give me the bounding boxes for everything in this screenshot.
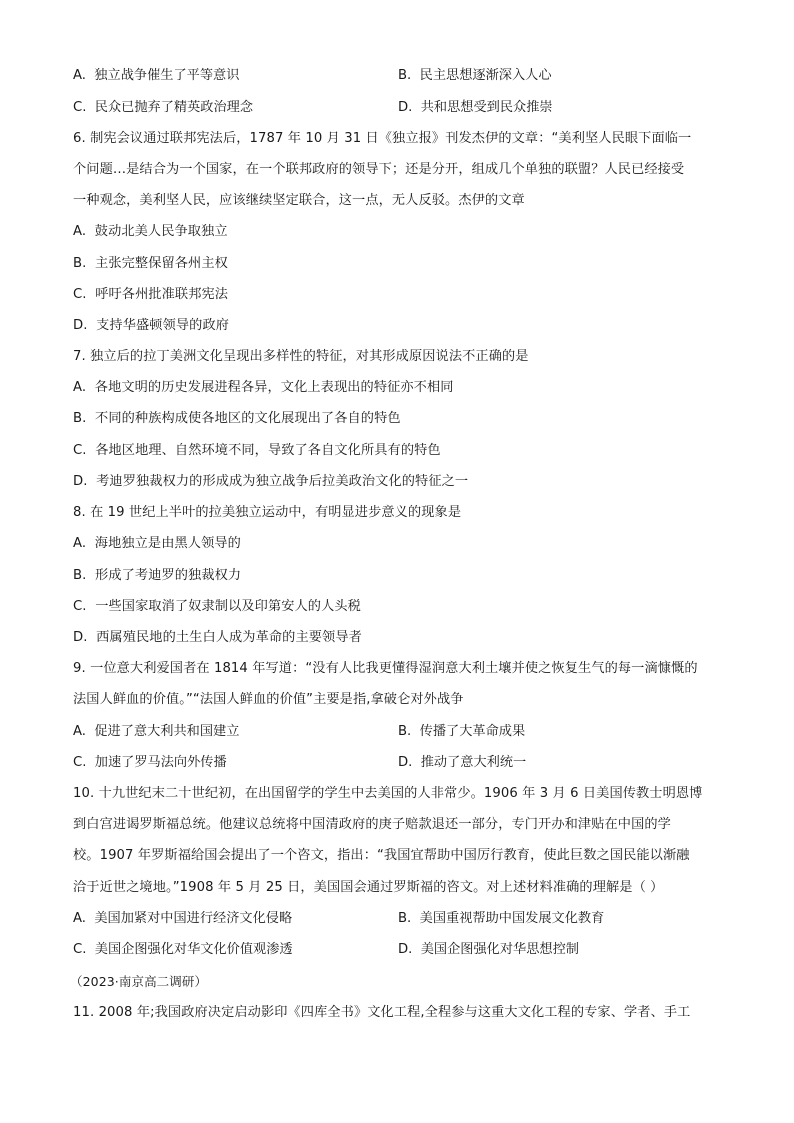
- option-text: 民众已抛弃了精英政治理念: [94, 100, 254, 115]
- q8-option-c[interactable]: [73, 597, 361, 617]
- q8-option-a[interactable]: [73, 534, 241, 554]
- q9-option-c[interactable]: [73, 753, 227, 773]
- option-text: 西属殖民地的土生白人成为革命的主要领导者: [96, 630, 362, 645]
- option-label: D.: [398, 942, 413, 957]
- option-label: B.: [398, 724, 412, 739]
- option-label: C.: [73, 755, 87, 770]
- option-label: D.: [398, 100, 413, 115]
- option-text: 不同的种族构成使各地区的文化展现出了各自的特色: [95, 411, 401, 426]
- option-label: D.: [73, 474, 88, 489]
- q5-option-d[interactable]: [398, 98, 553, 118]
- option-label: A.: [73, 380, 87, 395]
- q5-option-a[interactable]: [73, 66, 239, 86]
- q6-option-a[interactable]: [73, 222, 228, 242]
- q7-stem: 7. 独立后的拉丁美洲文化呈现出多样性的特征，对其形成原因说法不正确的是: [73, 349, 529, 364]
- q6-option-c[interactable]: [73, 285, 228, 305]
- option-text: 呼吁各州批准联邦宪法: [95, 287, 229, 302]
- q9-option-a[interactable]: [73, 722, 239, 742]
- q6-stem-line-2: 个问题…是结合为一个国家，在一个联邦政府的领导下；还是分开，组成几个单独的联盟？人民已经接受: [73, 162, 685, 177]
- option-label: D.: [73, 630, 88, 645]
- q10-stem-line-3: 校。1907 年罗斯福给国会提出了一个咨文，指出：“我国宜帮助中国厉行教育，使此巨数之国民能以渐融: [73, 848, 690, 863]
- option-text: 传播了大革命成果: [419, 724, 526, 739]
- q5-option-b[interactable]: [398, 66, 552, 86]
- q9-option-d[interactable]: [398, 753, 526, 773]
- q8-option-d[interactable]: [73, 628, 362, 648]
- q6-stem-line-1: 6. 制宪会议通过联邦宪法后，1787 年 10 月 31 日《独立报》刊发杰伊的文章：“美利坚人民眼下面临一: [73, 131, 692, 146]
- option-text: 海地独立是由黑人领导的: [94, 536, 241, 551]
- q10-stem-line-2: 到白宫进谒罗斯福总统。他建议总统将中国清政府的庚子赔款退还一部分，专门开办和津贴在中国的学: [73, 817, 671, 832]
- option-label: D.: [73, 318, 88, 333]
- option-label: B.: [73, 411, 87, 426]
- q6-option-d[interactable]: [73, 316, 229, 336]
- q10-option-d[interactable]: [398, 940, 579, 960]
- q10-stem-line-1: 10. 十九世纪末二十世纪初，在出国留学的学生中去美国的人非常少。1906 年 3 月 6 日美国传教士明恩博: [73, 786, 703, 801]
- q10-option-c[interactable]: [73, 940, 293, 960]
- option-label: C.: [73, 100, 87, 115]
- q10-option-a[interactable]: [73, 909, 292, 929]
- option-text: 各地文明的历史发展进程各异，文化上表现出的特征亦不相同: [94, 380, 454, 395]
- option-text: 共和思想受到民众推崇: [420, 100, 553, 115]
- option-label: A.: [73, 224, 87, 239]
- option-label: A.: [73, 68, 86, 83]
- option-label: C.: [73, 287, 87, 302]
- option-text: 美国企图强化对华思想控制: [420, 942, 579, 957]
- q8-option-b[interactable]: [73, 566, 241, 586]
- option-text: 形成了考迪罗的独裁权力: [95, 568, 242, 583]
- q7-option-d[interactable]: [73, 472, 468, 492]
- option-label: A.: [73, 536, 87, 551]
- q10-stem-line-4: 洽于近世之境地。”1908 年 5 月 25 日，美国国会通过罗斯福的咨文。对上述材料准确的理解是（ ）: [73, 880, 664, 895]
- q9-stem-line-1: 9. 一位意大利爱国者在 1814 年写道：“没有人比我更懂得湿润意大利土壤并使之恢复生气的每一滴慷慨的: [73, 661, 698, 676]
- q7-option-a[interactable]: [73, 378, 454, 398]
- q11-stem: 11. 2008 年;我国政府决定启动影印《四库全书》文化工程,全程参与这重大文化工程的专家、学者、手工: [73, 1005, 691, 1020]
- q10-option-b[interactable]: [398, 909, 604, 929]
- option-text: 各地区地理、自然环境不同，导致了各自文化所具有的特色: [95, 443, 441, 458]
- q8-stem: 8. 在 19 世纪上半叶的拉美独立运动中，有明显进步意义的现象是: [73, 505, 462, 520]
- q9-option-b[interactable]: [398, 722, 525, 742]
- q6-option-b[interactable]: [73, 254, 228, 274]
- option-text: 美国企图强化对华文化价值观渗透: [94, 942, 293, 957]
- option-label: B.: [398, 68, 412, 83]
- option-text: 美国加紧对中国进行经济文化侵略: [94, 911, 293, 926]
- option-label: B.: [73, 256, 87, 271]
- option-label: A.: [73, 911, 86, 926]
- option-text: 支持华盛顿领导的政府: [96, 318, 230, 333]
- option-label: D.: [398, 755, 413, 770]
- option-text: 独立战争催生了平等意识: [94, 68, 240, 83]
- q7-option-c[interactable]: [73, 441, 441, 461]
- option-label: B.: [73, 568, 87, 583]
- option-text: 考迪罗独裁权力的形成成为独立战争后拉美政治文化的特征之一: [96, 474, 469, 489]
- q6-stem-line-3: 一种观念，美利坚人民，应该继续坚定联合，这一点，无人反驳。杰伊的文章: [73, 193, 525, 208]
- q9-stem-line-2: 法国人鲜血的价值。”“法国人鲜血的价值”主要是指,拿破仑对外战争: [73, 692, 464, 707]
- option-label: C.: [73, 443, 87, 458]
- option-text: 主张完整保留各州主权: [95, 256, 228, 271]
- option-text: 美国重视帮助中国发展文化教育: [419, 911, 605, 926]
- option-label: C.: [73, 942, 87, 957]
- option-text: 鼓动北美人民争取独立: [94, 224, 228, 239]
- option-text: 一些国家取消了奴隶制以及印第安人的人头税: [95, 599, 361, 614]
- option-label: A.: [73, 724, 86, 739]
- option-label: B.: [398, 911, 412, 926]
- option-text: 加速了罗马法向外传播: [94, 755, 227, 770]
- q7-option-b[interactable]: [73, 409, 401, 429]
- q5-option-c[interactable]: [73, 98, 253, 118]
- option-text: 民主思想逐渐深入人心: [419, 68, 552, 83]
- option-text: 促进了意大利共和国建立: [94, 724, 240, 739]
- option-text: 推动了意大利统一: [420, 755, 527, 770]
- option-label: C.: [73, 599, 87, 614]
- q11-source: （2023·南京高二调研）: [70, 974, 208, 989]
